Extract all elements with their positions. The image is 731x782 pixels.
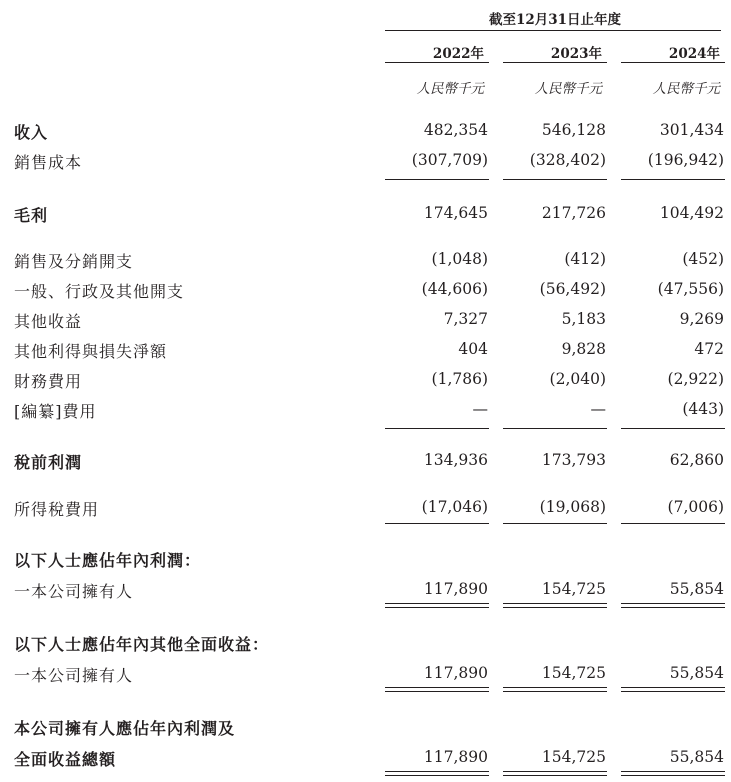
row-label: 以下人士應佔年內利潤： [14,551,202,570]
row-value-2022: (307,709) [411,151,488,169]
row-value-2022: (1,048) [431,250,488,268]
year-rule-2024 [621,62,725,63]
row-value-2024: (196,942) [647,151,724,169]
subtotal-rule [503,179,607,180]
row-value-2023: 173,793 [541,451,606,469]
subtotal-rule [621,428,725,429]
row-value-2023: (412) [564,250,606,268]
row-label: 收入 [14,123,49,142]
row-label: 所得稅費用 [14,500,100,519]
subtotal-rule [385,523,489,524]
year-header-2023: 2023年 [550,46,602,62]
row-value-2022: (17,046) [421,498,488,516]
row-value-2022: — [472,400,488,418]
subtotal-rule [621,179,725,180]
row-value-2022: 174,645 [423,204,488,222]
row-value-2024: 55,854 [669,748,724,766]
row-value-2022: (1,786) [431,370,488,388]
unit-label-2024: 人民幣千元 [652,81,720,97]
row-value-2022: 482,354 [423,121,488,139]
row-label: 其他利得與損失淨額 [14,342,168,361]
subtotal-rule [385,428,489,429]
row-label: 一本公司擁有人 [14,666,134,685]
row-value-2024: (452) [682,250,724,268]
row-value-2023: (19,068) [539,498,606,516]
subtotal-rule [503,523,607,524]
row-value-2023: 154,725 [541,664,606,682]
row-value-2023: 154,725 [541,748,606,766]
row-value-2024: (443) [682,400,724,418]
subtotal-rule [385,179,489,180]
row-value-2023: — [590,400,606,418]
row-value-2023: (2,040) [549,370,606,388]
row-label: 其他收益 [14,312,83,331]
total-double-rule [503,603,607,608]
total-double-rule [503,687,607,692]
row-value-2022: 7,327 [443,310,488,328]
period-header: 截至12月31日止年度 [488,12,622,28]
row-value-2024: (47,556) [657,280,724,298]
row-value-2023: (56,492) [539,280,606,298]
subtotal-rule [503,428,607,429]
total-double-rule [385,603,489,608]
row-label: 財務費用 [14,372,83,391]
row-value-2024: 301,434 [659,121,724,139]
row-value-2024: 472 [694,340,724,358]
total-double-rule [503,771,607,776]
total-double-rule [621,771,725,776]
subtotal-rule [621,523,725,524]
row-label: 銷售成本 [14,153,83,172]
row-value-2024: (2,922) [667,370,724,388]
row-label: 本公司擁有人應佔年內利潤及 [14,719,236,738]
row-value-2023: (328,402) [529,151,606,169]
row-label: 一本公司擁有人 [14,582,134,601]
row-value-2023: 217,726 [541,204,606,222]
row-value-2024: (7,006) [667,498,724,516]
row-value-2022: 117,890 [423,580,488,598]
row-label: 銷售及分銷開支 [14,252,134,271]
row-value-2024: 104,492 [659,204,724,222]
total-double-rule [385,687,489,692]
unit-label-2022: 人民幣千元 [416,81,484,97]
row-label: 稅前利潤 [14,453,83,472]
year-rule-2023 [503,62,607,63]
year-header-2022: 2022年 [432,46,484,62]
row-label: 一般、行政及其他開支 [14,282,185,301]
year-header-2024: 2024年 [668,46,720,62]
row-value-2022: 404 [458,340,488,358]
row-value-2024: 62,860 [669,451,724,469]
header-rule [385,30,721,31]
year-rule-2022 [385,62,489,63]
row-value-2024: 55,854 [669,664,724,682]
row-value-2022: 134,936 [423,451,488,469]
total-double-rule [385,771,489,776]
row-value-2023: 9,828 [561,340,606,358]
row-value-2022: 117,890 [423,664,488,682]
row-value-2022: 117,890 [423,748,488,766]
row-value-2022: (44,606) [421,280,488,298]
row-value-2023: 154,725 [541,580,606,598]
total-double-rule [621,687,725,692]
row-label: 以下人士應佔年內其他全面收益： [14,635,270,654]
row-label: [編纂]費用 [14,402,97,421]
row-value-2023: 546,128 [541,121,606,139]
row-value-2024: 55,854 [669,580,724,598]
unit-label-2023: 人民幣千元 [534,81,602,97]
total-double-rule [621,603,725,608]
row-label: 毛利 [14,206,49,225]
row-label: 全面收益總額 [14,750,117,769]
row-value-2024: 9,269 [679,310,724,328]
row-value-2023: 5,183 [561,310,606,328]
